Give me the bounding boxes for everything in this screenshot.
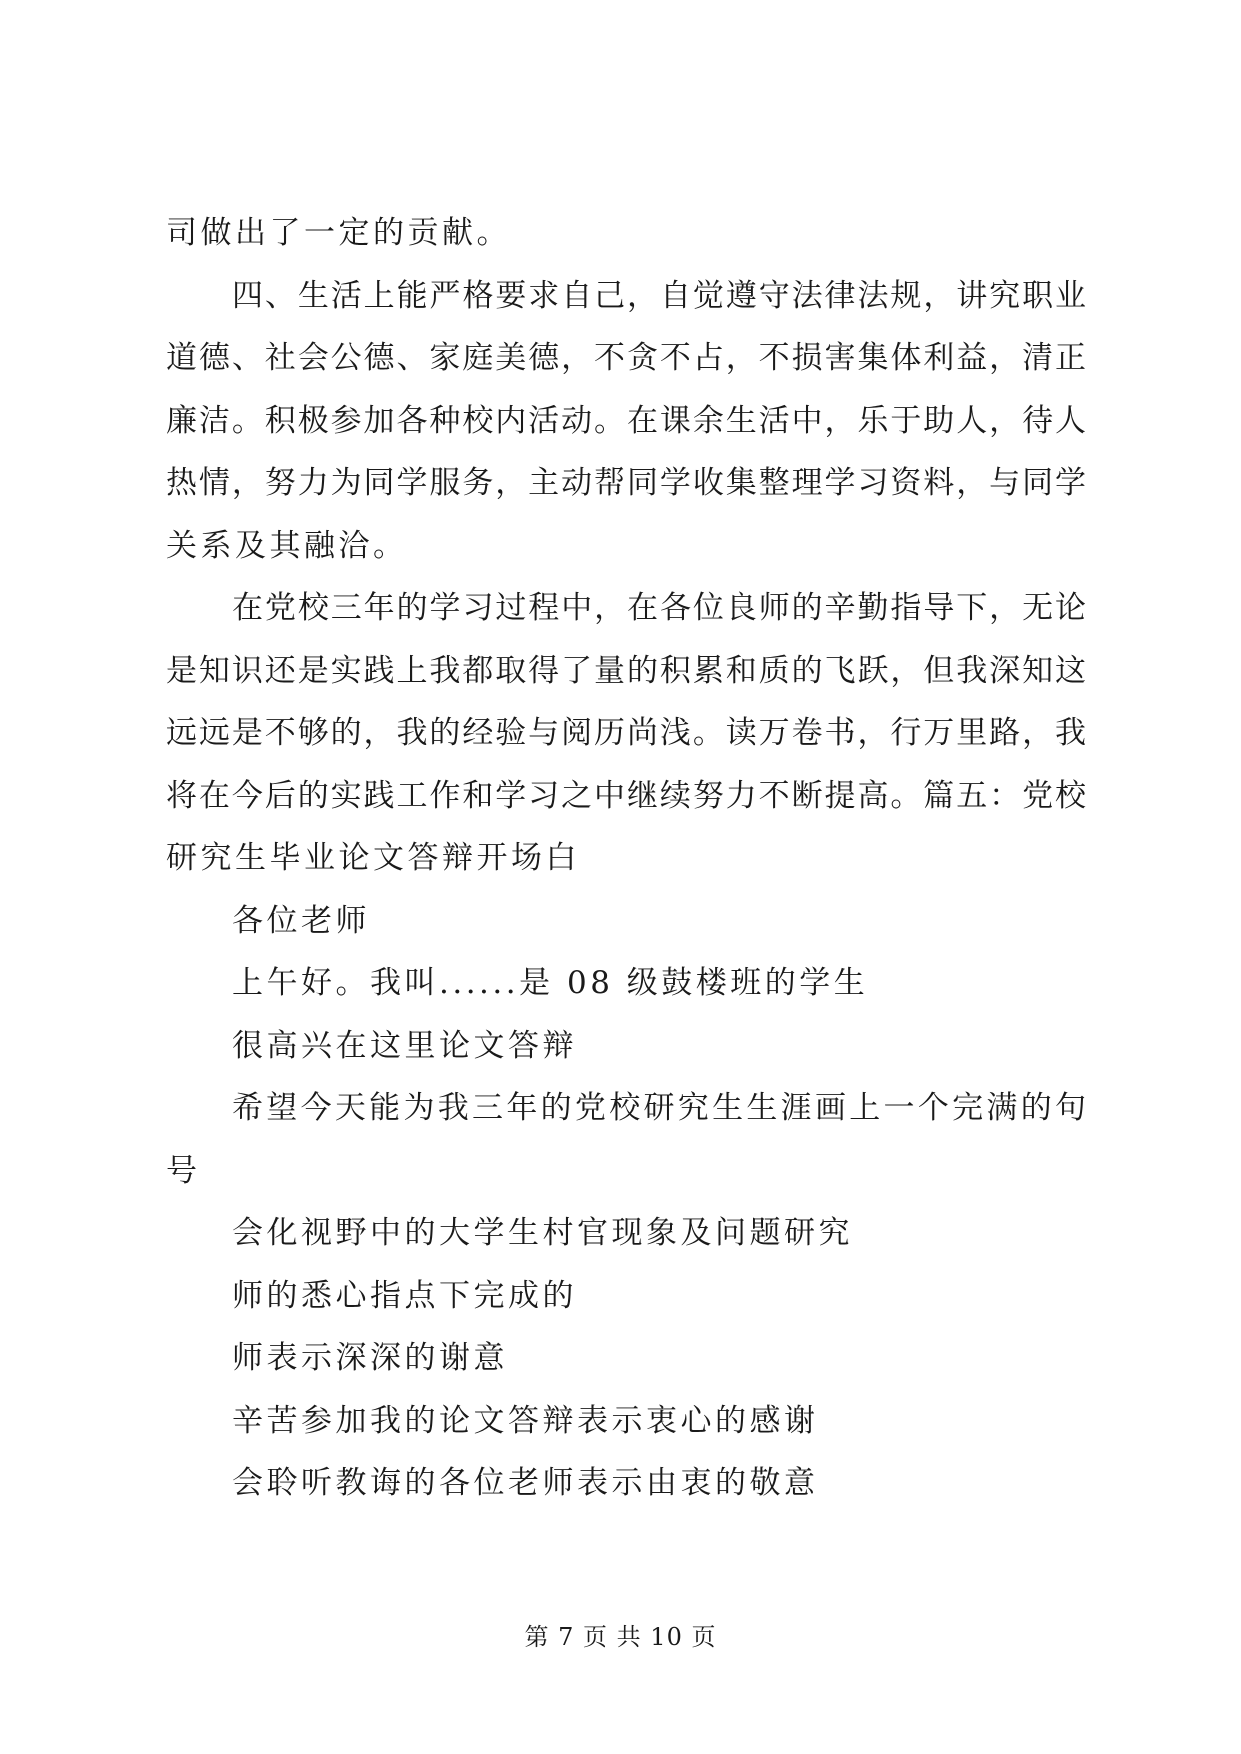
text-line: 很高兴在这里论文答辩	[232, 1027, 577, 1064]
text-line: 辛苦参加我的论文答辩表示衷心的感谢	[232, 1402, 819, 1439]
text-line: 关系及其融洽。	[166, 527, 408, 564]
text-line: 研究生毕业论文答辩开场白	[166, 840, 580, 876]
text-line: 廉洁。积极参加各种校内活动。在课余生活中，乐于助人，待人	[166, 402, 1086, 439]
text-line: 在党校三年的学习过程中，在各位良师的辛勤指导下，无论	[232, 590, 1086, 626]
text-line: 师表示深深的谢意	[232, 1340, 508, 1376]
document-body	[166, 202, 1086, 1515]
text-line: 是知识还是实践上我都取得了量的积累和质的飞跃，但我深知这	[166, 652, 1086, 689]
text-line: 司做出了一定的贡献。	[166, 215, 511, 251]
text-line: 上午好。我叫......是 08 级鼓楼班的学生	[232, 965, 869, 1001]
text-line: 会聆听教诲的各位老师表示由衷的敬意	[232, 1465, 819, 1501]
text-line: 道德、社会公德、家庭美德，不贪不占，不损害集体利益，清正	[166, 340, 1086, 376]
text-line: 希望今天能为我三年的党校研究生生涯画上一个完满的句	[232, 1090, 1086, 1126]
text-line: 将在今后的实践工作和学习之中继续努力不断提高。篇五：党校	[166, 777, 1086, 814]
text-line: 四、生活上能严格要求自己，自觉遵守法律法规，讲究职业	[232, 277, 1086, 314]
text-line: 各位老师	[232, 902, 370, 939]
page-footer: 第 7 页 共 10 页	[524, 1623, 717, 1651]
text-line: 师的悉心指点下完成的	[232, 1277, 577, 1314]
text-line: 号	[166, 1152, 201, 1189]
text-line: 热情，努力为同学服务，主动帮同学收集整理学习资料，与同学	[166, 465, 1086, 501]
text-line: 会化视野中的大学生村官现象及问题研究	[232, 1215, 853, 1251]
text-line: 远远是不够的，我的经验与阅历尚浅。读万卷书，行万里路，我	[166, 715, 1086, 751]
